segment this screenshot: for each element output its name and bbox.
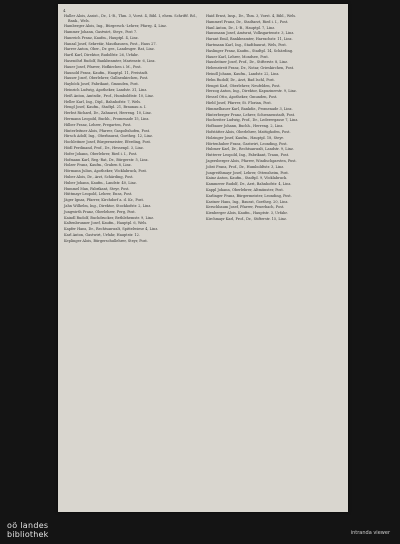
- directory-entry: Hilber Franz, Lehrer, Pregarten, Post.: [64, 122, 132, 127]
- directory-entry: Heiß Anton, Amtsdir., Prof., Humboldtstr. 10, Linz.: [64, 93, 154, 98]
- directory-entry: Hasenöhrl Rudolf, Bankbeamter, Marienstr. 6, Linz.: [64, 59, 156, 64]
- directory-entry: Hochleitner Josef, Bürgermeister, Eferding, Post.: [64, 140, 152, 145]
- directory-entry: Haller Alois, Assist., Dr., I.-B., Thm. 3, Vorst. 4, Bibl. I, ehem. Schriftf. Rd., Bank., Wels.: [64, 14, 197, 23]
- directory-entry: Keplinger Alois, Bürgerschullehrer, Steyr, Post.: [64, 238, 148, 243]
- directory-entry: Hofmann Karl, Reg.-Rat, Dr., Bürgerstr. 5, Linz.: [64, 157, 149, 162]
- directory-entry: Hofstätter Alois, Oberlehrer, Mattighofen, Post.: [206, 129, 291, 134]
- directory-entry: Holzinger Josef, Kaufm., Hauptpl. 18, Steyr.: [206, 135, 284, 140]
- directory-entry: Hauer Karl, Lehrer, Mondsee, Post.: [206, 54, 269, 59]
- directory-entry: Haslinger Franz, Kaufm., Stadtpl. 14, Schärding.: [206, 48, 294, 53]
- directory-entry: Hochreiter Ludwig, Prof., Dr., Lederergasse 7, Linz.: [206, 118, 299, 123]
- directory-entry: Kaltenbrunner Josef, Kaufm., Hauptpl. 6, Wels.: [64, 221, 148, 226]
- right-column: [206, 14, 339, 223]
- directory-entry: Hanzal Josef, Sekretär, Mauthausen, Post., Haus 27.: [64, 41, 157, 46]
- directory-entry: Helm Rudolf, Dr., Arzt, Bad Ischl, Post.: [206, 77, 275, 82]
- directory-entry: Himmelbauer Karl, Bankdir., Promenade 3, Linz.: [206, 106, 293, 111]
- directory-entry: Hinterleitner Alois, Pfarrer, Gaspoltshofen, Post.: [64, 128, 151, 133]
- directory-entry: Hutterer Leopold, Ing., Fabrikant, Traun, Post.: [206, 153, 290, 158]
- directory-entry: Hinterberger Franz, Lehrer, Schwanenstadt, Post.: [206, 112, 296, 117]
- directory-entry: Hubmer Karl, Dr., Rechtsanwalt, Landstr. 9, Linz.: [206, 147, 294, 152]
- directory-entry: Hebenstreit Franz, Dr., Notar, Grieskirchen, Post.: [206, 66, 295, 71]
- directory-entry: Kaindl Rudolf, Buchdrucker, Bethlehemstr. 9, Linz.: [64, 215, 155, 220]
- directory-entry: Huber Alois, Dr., Arzt, Schärding, Post.: [64, 175, 134, 180]
- directory-entry: Hauer Josef, Pfarrer, Hofkirchen i. M., Post.: [64, 64, 142, 69]
- directory-entry: Hausleitner Josef, Prof., Dr., Stifterstr. 8, Linz.: [206, 60, 289, 65]
- directory-entry: Hessel Otto, Apotheker, Gmunden, Post.: [206, 95, 278, 100]
- left-column: [64, 14, 197, 245]
- document-page: [58, 4, 348, 512]
- directory-entry: Hörtenhuber Franz, Gastwirt, Leonding, Post.: [206, 141, 288, 146]
- directory-entry: Hanreich Franz, Kaufm., Hauptpl. 4, Linz.: [64, 35, 139, 40]
- directory-entry: Hengst Karl, Oberlehrer, Neufelden, Post.: [206, 83, 281, 88]
- viewer-label[interactable]: intranda viewer: [350, 530, 390, 536]
- directory-entry: Hammerl Franz, Dr., Stadtarzt, Ried i. I., Post.: [206, 19, 289, 24]
- directory-entry: Hartl Karl, Direktor, Rudolfstr. 26, Urfahr.: [64, 53, 139, 58]
- directory-entry: Hartmann Karl, Ing., Stadtbaurat, Wels, Post.: [206, 42, 287, 47]
- directory-entry: Heindl Johann, Kaufm., Landstr. 22, Linz.: [206, 71, 280, 76]
- directory-entry: Hofbauer Johann, Buchh., Herreng. 2, Linz.: [206, 124, 284, 129]
- directory-entry: Jungwirth Franz, Oberlehrer, Perg, Post.: [64, 209, 136, 214]
- directory-entry: Hirsch Adolf, Ing., Oberbaurat, Goetheg. 12, Linz.: [64, 134, 153, 139]
- directory-entry: Hamberger Alois, Ing., Bürgersch.-Lehrer, Pfarrg. 4, Linz.: [64, 24, 168, 29]
- directory-entry: Heller Karl, Ing., Dipl., Bahnhofstr. 7, Wels.: [64, 99, 142, 104]
- directory-entry: Herbst Richard, Dr., Zahnarzt, Herreng. 10, Linz.: [64, 111, 152, 116]
- directory-entry: Jungreithmayr Josef, Lehrer, Ottensheim, Post.: [206, 170, 289, 175]
- directory-entry: Harant Emil, Bankbeamter, Harrachstr. 11, Linz.: [206, 37, 293, 42]
- library-logo[interactable]: [7, 521, 48, 539]
- directory-entry: Karl Anton, Gastwirt, Urfahr, Hauptstr. 12.: [64, 232, 140, 237]
- directory-entry: Hiebl Josef, Pfarrer, St. Florian, Post.: [206, 100, 272, 105]
- directory-entry: Hödl Ferdinand, Prof., Dr., Hessenpl. 3, Linz.: [64, 146, 144, 151]
- directory-entry: Haunold Franz, Kaufm., Hauptpl. 11, Freistadt.: [64, 70, 149, 75]
- directory-entry: Kainz Anton, Kaufm., Stadtpl. 9, Vöcklabruck.: [206, 176, 288, 181]
- page-number: 4: [63, 8, 66, 13]
- directory-entry: Haid Ernst, Insp., Dr., Thm. 3, Vorst. 4, Bibl., Wels.: [206, 14, 297, 18]
- directory-entry: Karlinger Franz, Bürgermeister, Leonding, Post.: [206, 193, 292, 198]
- directory-entry: Hörmann Julius, Apotheker, Vöcklabruck, Post.: [64, 169, 148, 174]
- directory-entry: Kappl Johann, Oberlehrer, Altmünster, Post.: [206, 187, 284, 192]
- directory-entry: Harrer Anton, Ober., Dr. ger., Landesger. Rat, Linz.: [64, 47, 155, 52]
- directory-entry: Kammerer Rudolf, Dr., Arzt, Bahnhofstr. 4, Linz.: [206, 182, 292, 187]
- directory-entry: Jagersberger Alois, Pfarrer, Windischgarsten, Post.: [206, 158, 297, 163]
- directory-entry: Kienberger Alois, Kaufm., Hauptstr. 3, Urfahr.: [206, 211, 288, 216]
- directory-entry: Jobst Franz, Prof., Dr., Humboldtstr. 3, Linz.: [206, 164, 285, 169]
- directory-entry: Hummel Max, Fabrikant, Steyr, Post.: [64, 186, 130, 191]
- directory-entry: Heinrich Ludwig, Apotheker, Landstr. 31, Linz.: [64, 88, 148, 93]
- directory-entry: Jahn Wilhelm, Ing., Direktor, Stockhofstr. 2, Linz.: [64, 204, 152, 208]
- directory-entry: Kirchmayr Karl, Prof., Dr., Stifterstr. 15, Linz.: [206, 216, 288, 221]
- directory-entry: Jäger Ignaz, Pfarrer, Kirchdorf a. d. Kr., Post.: [64, 198, 144, 203]
- viewer-footer: [0, 515, 400, 544]
- directory-entry: Hayböck Josef, Fabrikant, Gmunden, Post.: [64, 82, 139, 87]
- directory-entry: Kastner Hans, Ing., Baurat, Goetheg. 20, Linz.: [206, 199, 289, 204]
- logo-line-1: oö landes: [7, 521, 49, 530]
- directory-entry: Hauser Josef, Oberlehrer, Gallneukirchen, Post.: [64, 76, 149, 81]
- directory-entry: Huber Johann, Kaufm., Landstr. 40, Linz.: [64, 180, 137, 185]
- directory-entry: Hanl Anton, Dr., I.-B., Hauptpl. 7, Linz.: [206, 25, 276, 30]
- directory-entry: Kerschbaum Josef, Pfarrer, Peuerbach, Post.: [206, 205, 285, 210]
- directory-entry: Hüttmayr Leopold, Lehrer, Enns, Post.: [64, 192, 133, 197]
- directory-entry: Hansmann Josef, Amtsrat, Volksgartenstr. 3, Linz.: [206, 31, 295, 36]
- directory-entry: Hengl Josef, Kaufm., Stadtpl. 21, Braunau a. I.: [64, 105, 147, 110]
- directory-entry: Holzer Franz, Kaufm., Graben 8, Linz.: [64, 163, 132, 168]
- directory-entry: Kapfer Hans, Dr., Rechtsanwalt, Spittelwiese 4, Linz.: [64, 227, 159, 232]
- directory-entry: Hermann Leopold, Buchh., Promenade 15, Linz.: [64, 117, 150, 122]
- directory-entry: Hofer Johann, Oberlehrer, Ried i. I., Post.: [64, 151, 138, 156]
- directory-entry: Herzog Anton, Ing., Direktor, Kapuzinerstr. 9, Linz.: [206, 89, 297, 94]
- directory-entry: Hammer Johann, Gastwirt, Steyr., Post 7.: [64, 30, 138, 35]
- logo-line-2: bibliothek: [7, 530, 49, 539]
